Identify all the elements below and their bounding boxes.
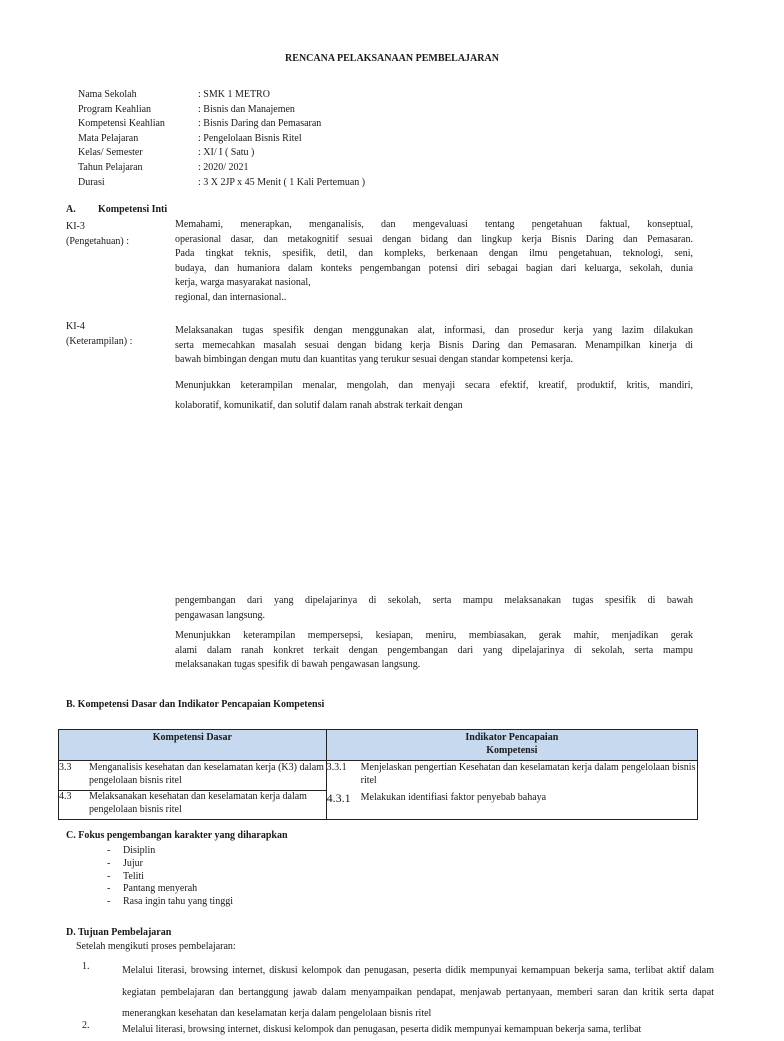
table-header-ipk <box>326 730 697 761</box>
list-item-text: Jujur <box>123 857 143 869</box>
identity-value: : SMK 1 METRO <box>198 89 270 100</box>
ipk-number: 3.3.1 <box>326 762 347 773</box>
identity-value: : Bisnis dan Manajemen <box>198 103 295 115</box>
text-line: Memahami, menerapkan, menganalisis, dan mengevaluasi tentang pengetahuan faktual, konseptual, <box>175 219 693 230</box>
header-label: Kompetensi Dasar <box>152 732 232 743</box>
ipk-text: Melakukan identifiasi faktor penyebab bahaya <box>360 792 547 803</box>
section-c-heading: C. Fokus pengembangan karakter yang diharapkan <box>66 830 288 841</box>
list-item-text: Teliti <box>123 870 144 882</box>
identity-row <box>78 88 498 103</box>
header-label: Indikator Pencapaian <box>465 732 559 743</box>
kd-text: Menganalisis kesehatan dan keselamatan kerja (K3) dalam pengelolaan bisnis ritel <box>89 762 324 786</box>
section-a-heading: Kompetensi Inti <box>98 204 168 215</box>
objective-item <box>82 1019 714 1035</box>
section-b-heading: B. Kompetensi Dasar dan Indikator Pencapaian Kompetensi <box>66 699 325 710</box>
text-line: alami dalam ranah konkret terkait dengan pengembangan dari yang dipelajarinya di sekolah, serta mampu <box>175 644 693 656</box>
table-header-kd <box>59 730 327 761</box>
identity-row <box>78 103 498 118</box>
identity-label: Kompetensi Keahlian <box>78 118 165 130</box>
ki4-sub: (Keterampilan) : <box>66 335 133 347</box>
section-a-letter: A. <box>66 204 76 215</box>
ipk-number: 4.3.1 <box>326 791 351 805</box>
identity-row <box>78 132 498 147</box>
text-line: kolaboratif, komunikatif, dan solutif dalam ranah abstrak terkait dengan <box>175 400 463 411</box>
identity-value: : Bisnis Daring dan Pemasaran <box>198 118 322 130</box>
identity-row <box>78 161 498 176</box>
kd-number: 3.3 <box>59 762 72 773</box>
kd-text: Melaksanakan kesehatan dan keselamatan kerja dalam pengelolaan bisnis ritel <box>89 791 307 815</box>
list-item-text: Pantang menyerah <box>123 883 198 895</box>
ki4-paragraph-3 <box>175 594 693 623</box>
identity-label: Kelas/ Semester <box>78 147 143 159</box>
identity-value: : XI/ I ( Satu ) <box>198 147 255 159</box>
identity-label: Mata Pelajaran <box>78 132 139 144</box>
text-line: pengawasan langsung. <box>175 609 265 621</box>
section-d-intro: Setelah mengikuti proses pembelajaran: <box>76 941 236 952</box>
text-line: Menunjukkan keterampilan menalar, mengolah, dan menyaji secara efektif, kreatif, produktif, kritis, mandiri, <box>175 380 693 391</box>
ki4-code: KI-4 <box>66 321 85 332</box>
list-item: - Pantang menyerah <box>107 883 198 895</box>
text-line: regional, dan internasional.. <box>175 291 287 303</box>
text-line: operasional dasar, dan metakognitif sesuai dengan bidang dan lingkup kerja Bisnis Daring dan Pemasaran. <box>175 233 693 245</box>
identity-row <box>78 176 498 191</box>
identity-value: : 3 X 2JP x 45 Menit ( 1 Kali Pertemuan ) <box>198 176 366 188</box>
ki4-paragraph-1 <box>175 324 693 368</box>
list-item-text: Rasa ingin tahu yang tinggi <box>123 896 233 908</box>
text-line: kerja, warga masyarakat nasional, <box>175 277 311 289</box>
ki3-sub: (Pengetahuan) : <box>66 235 130 247</box>
text-line: pengembangan dari yang dipelajarinya di sekolah, serta mampu melaksanakan tugas spesifik di bawah <box>175 595 693 606</box>
kd-cell <box>59 761 327 791</box>
character-list <box>107 845 407 909</box>
ki3-text <box>175 218 693 306</box>
objective-number: 2. <box>82 1020 90 1031</box>
kd-number: 4.3 <box>59 791 72 802</box>
ki4-paragraph-4 <box>175 629 693 673</box>
objective-number: 1. <box>82 961 90 972</box>
list-item-text: Disiplin <box>123 845 156 856</box>
list-item: - Disiplin <box>107 845 156 856</box>
objective-text: Melalui literasi, browsing internet, diskusi kelompok dan penugasan, peserta didik mempunyai kemampuan bekerja sama, terlibat aktif dalam kegiatan pembelajaran dan bertanggung jawab dalam menyampaikan pendapat, menjawab pertanyaan, memberi saran dan kritik serta dapat menerangkan kesehatan dan keselamatan kerja dalam pengelolaan bisnis ritel <box>122 965 714 1019</box>
table-header-row <box>59 730 698 761</box>
text-line: serta memecahkan masalah sesuai dengan bidang kerja Bisnis Daring dan Pemasaran. Menampilkan kinerja di <box>175 339 693 351</box>
competency-table <box>58 729 698 820</box>
identity-row <box>78 146 498 161</box>
identity-value: : Pengelolaan Bisnis Ritel <box>198 132 302 144</box>
identity-value: : 2020/ 2021 <box>198 162 249 173</box>
ipk-cell <box>326 761 697 820</box>
document-title: RENCANA PELAKSANAAN PEMBELAJARAN <box>285 53 499 64</box>
list-item: - Rasa ingin tahu yang tinggi <box>107 896 233 908</box>
objective-text: Melalui literasi, browsing internet, diskusi kelompok dan penugasan, peserta didik mempunyai kemampuan bekerja sama, terlibat <box>122 1024 642 1035</box>
text-line: bawah bimbingan dengan mutu dan kuantitas yang terukur sesuai dengan standar kompetensi kerja. <box>175 354 573 366</box>
section-d-heading: D. Tujuan Pembelajaran <box>66 927 172 938</box>
text-line: Menunjukkan keterampilan mempersepsi, kesiapan, meniru, membiasakan, gerak mahir, menjadikan gerak <box>175 630 693 641</box>
identity-label: Tahun Pelajaran <box>78 162 143 173</box>
ipk-text: Menjelaskan pengertian Kesehatan dan keselamatan kerja dalam pengelolaan bisnis ritel <box>360 762 696 786</box>
identity-label: Nama Sekolah <box>78 89 137 100</box>
identity-label: Program Keahlian <box>78 103 152 115</box>
list-item: - Jujur <box>107 857 143 869</box>
ki3-code: KI-3 <box>66 221 85 232</box>
table-row <box>59 761 698 791</box>
objective-item <box>82 960 714 1019</box>
identity-label: Durasi <box>78 176 105 188</box>
text-line: melaksanakan tugas spesifik di bawah pengawasan langsung. <box>175 659 421 671</box>
ki4-paragraph-2 <box>175 376 693 416</box>
text-line: budaya, dan humaniora dalam konteks pengembangan potensi diri sebagai bagian dari keluarga, sekolah, dunia <box>175 262 693 274</box>
text-line: Pada tingkat teknis, spesifik, detil, dan kompleks, berkenaan dengan ilmu pengetahuan, teknologi, seni, <box>175 248 693 260</box>
list-item: - Teliti <box>107 870 144 882</box>
identity-row <box>78 117 498 132</box>
kd-cell <box>59 791 327 820</box>
header-label: Kompetensi <box>486 744 538 756</box>
text-line: Melaksanakan tugas spesifik dengan menggunakan alat, informasi, dan prosedur kerja yang lazim dilakukan <box>175 325 693 336</box>
